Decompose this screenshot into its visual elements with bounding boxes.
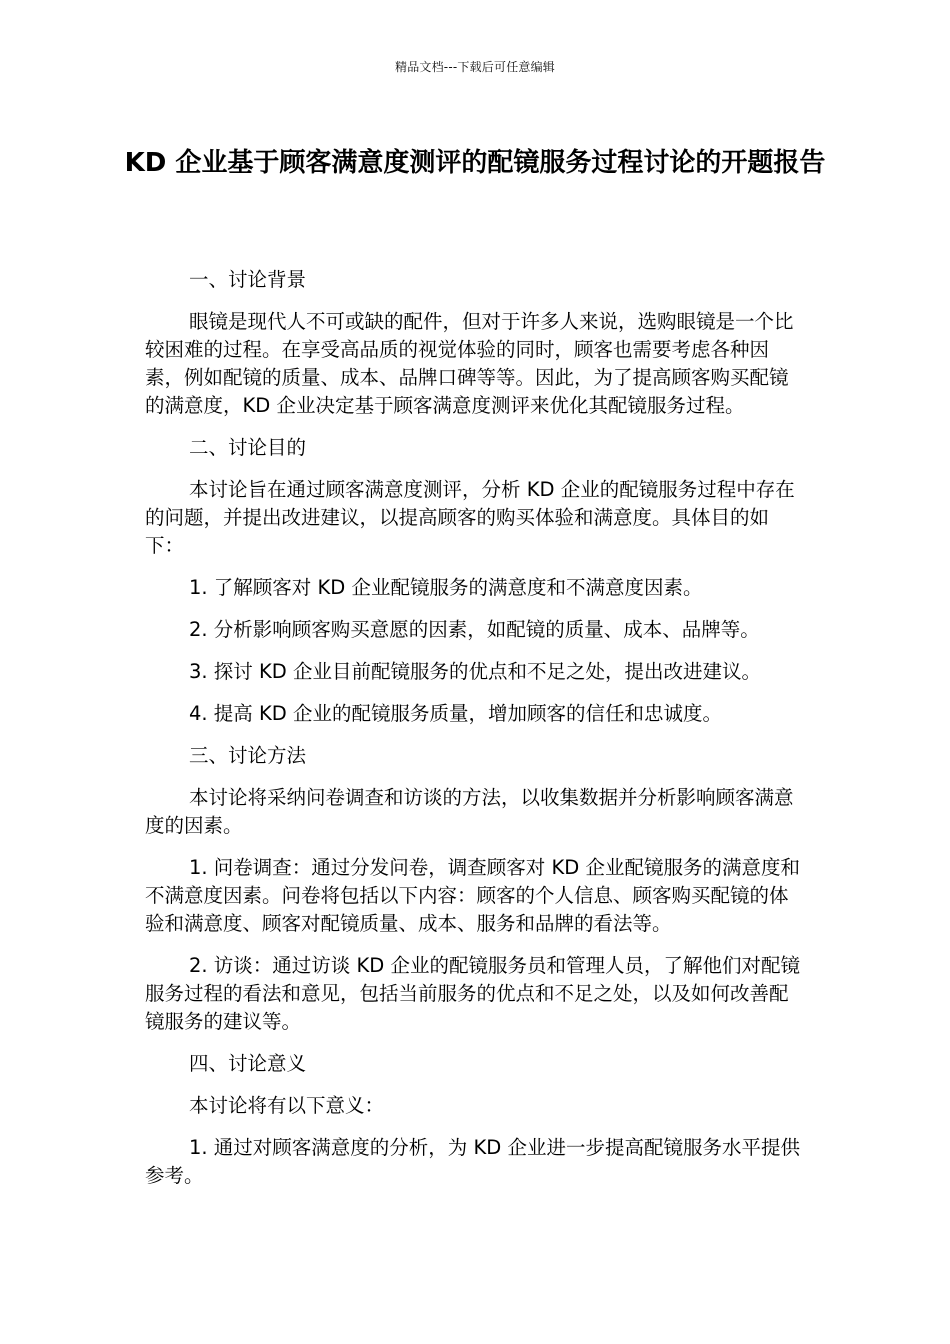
document-body (145, 266, 805, 1204)
method-item-2: 2. 访谈：通过访谈 KD 企业的配镜服务员和管理人员，了解他们对配镜服务过程的看法和意见，包括当前服务的优点和不足之处，以及如何改善配镜服务的建议等。 (145, 954, 801, 1033)
document-title: KD 企业基于顾客满意度测评的配镜服务过程讨论的开题报告 (124, 148, 826, 178)
purpose-item-4: 4. 提高 KD 企业的配镜服务质量，增加顾客的信任和忠诚度。 (189, 702, 723, 725)
purpose-item-1: 1. 了解顾客对 KD 企业配镜服务的满意度和不满意度因素。 (189, 576, 703, 599)
header-note: 精品文档---下载后可任意编辑 (395, 60, 555, 74)
paragraph-significance: 本讨论将有以下意义： (189, 1094, 385, 1117)
section-heading-method: 三、讨论方法 (189, 744, 307, 767)
significance-item-1: 1. 通过对顾客满意度的分析，为 KD 企业进一步提高配镜服务水平提供参考。 (145, 1136, 801, 1187)
purpose-item-2: 2. 分析影响顾客购买意愿的因素，如配镜的质量、成本、品牌等。 (189, 618, 760, 641)
section-heading-background: 一、讨论背景 (189, 268, 307, 291)
purpose-item-3: 3. 探讨 KD 企业目前配镜服务的优点和不足之处，提出改进建议。 (189, 660, 762, 683)
method-item-1: 1. 问卷调查：通过分发问卷，调查顾客对 KD 企业配镜服务的满意度和不满意度因素。问卷将包括以下内容：顾客的个人信息、顾客购买配镜的体验和满意度、顾客对配镜质量、成本、服务和品牌的看法等。 (145, 856, 801, 935)
section-heading-purpose: 二、讨论目的 (189, 436, 307, 459)
section-heading-significance: 四、讨论意义 (189, 1052, 307, 1075)
paragraph-background: 眼镜是现代人不可或缺的配件，但对于许多人来说，选购眼镜是一个比较困难的过程。在享受高品质的视觉体验的同时，顾客也需要考虑各种因素，例如配镜的质量、成本、品牌口碑等等。因此，为了提高顾客购买配镜的满意度，KD 企业决定基于顾客满意度测评来优化其配镜服务过程。 (145, 310, 794, 417)
paragraph-method: 本讨论将采纳问卷调查和访谈的方法，以收集数据并分析影响顾客满意度的因素。 (145, 786, 794, 837)
paragraph-purpose: 本讨论旨在通过顾客满意度测评，分析 KD 企业的配镜服务过程中存在的问题，并提出改进建议，以提高顾客的购买体验和满意度。具体目的如下： (145, 478, 795, 557)
